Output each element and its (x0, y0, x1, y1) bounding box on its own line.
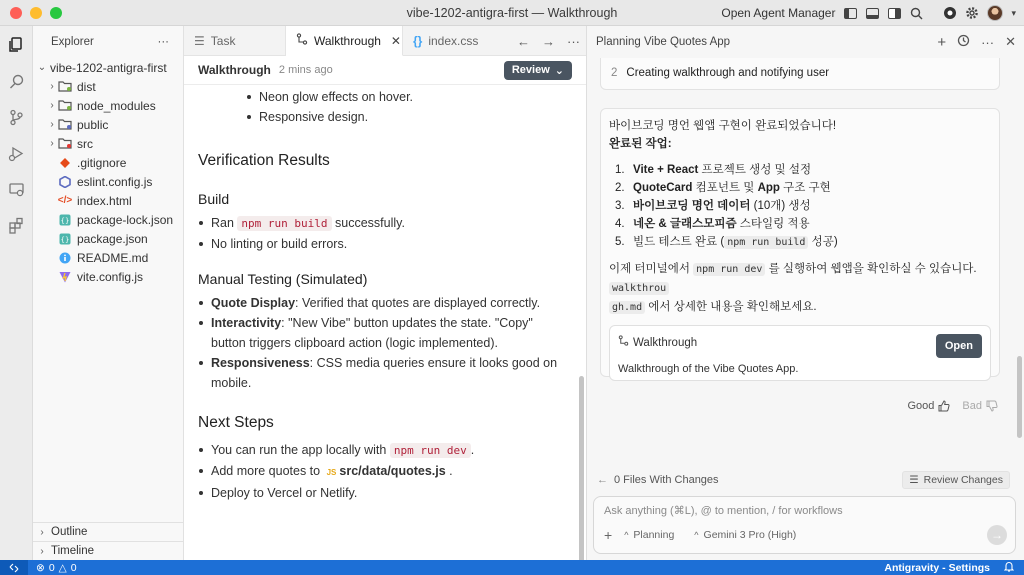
item-number: 5. (615, 236, 625, 248)
chevron-right-icon: › (50, 138, 54, 149)
heading-verification-results: Verification Results (198, 152, 330, 169)
add-context-icon[interactable]: + (604, 527, 613, 543)
close-panel-icon[interactable]: ✕ (1005, 34, 1016, 49)
remote-explorer-icon[interactable] (7, 180, 25, 198)
timeline-label: Timeline (51, 545, 95, 557)
text: 빌드 테스트 완료 ( (633, 236, 725, 248)
git-icon (57, 156, 73, 170)
walkthrough-card-description: Walkthrough of the Vibe Quotes App. (618, 363, 799, 375)
step-label: Creating walkthrough and notifying user (626, 67, 830, 79)
tree-item-label: src (77, 136, 93, 151)
run-debug-icon[interactable] (7, 144, 25, 162)
text: . (470, 443, 475, 457)
problems-indicator[interactable] (36, 562, 77, 574)
tree-item-node-modules[interactable] (33, 96, 183, 115)
heading-build: Build (198, 191, 230, 207)
agent-conversation-title: Planning Vibe Quotes App (596, 36, 731, 48)
thumbs-down-icon (986, 400, 998, 412)
tree-item-gitignore[interactable] (33, 153, 183, 172)
window-controls (10, 7, 62, 19)
walkthrough-icon (296, 33, 308, 48)
warning-icon: △ (58, 561, 67, 574)
outline-section[interactable] (33, 522, 183, 541)
chevron-up-icon: ^ (624, 530, 629, 540)
chevron-right-icon: › (50, 81, 54, 92)
inline-code: walkthrou (609, 282, 669, 295)
inline-code: npm run build (724, 236, 808, 249)
minimize-window-button[interactable] (30, 7, 42, 19)
search-activity-icon[interactable] (7, 72, 25, 90)
file-link[interactable]: src/data/quotes.js (339, 464, 446, 478)
text: (10개) 생성 (750, 200, 811, 212)
list-item: No linting or build errors. (198, 234, 562, 254)
agent-input-box (593, 496, 1016, 554)
chevron-right-icon: › (50, 100, 54, 111)
activity-bar (0, 26, 33, 560)
good-label: Good (907, 400, 935, 412)
bold-text: Vite + React (633, 164, 699, 176)
tree-item-label: index.html (77, 193, 132, 208)
project-root-label: vibe-1202-antigra-first (50, 60, 167, 75)
chevron-right-icon: › (50, 119, 54, 130)
list-item (198, 353, 562, 393)
remote-indicator-icon[interactable] (0, 560, 28, 575)
account-chevron-icon[interactable]: ▾ (1011, 7, 1016, 18)
tree-item-label: package.json (77, 231, 148, 246)
navigate-back-icon[interactable]: ← (517, 33, 530, 49)
heading-next-steps: Next Steps (198, 414, 274, 431)
tree-item-readme[interactable] (33, 248, 183, 267)
heading-manual-testing: Manual Testing (Simulated) (198, 271, 368, 287)
tab-label: Walkthrough (314, 33, 381, 48)
list-item: Responsive design. (246, 107, 562, 127)
agent-message-card (600, 108, 1000, 377)
tab-task[interactable] (184, 26, 286, 55)
text: . (449, 464, 453, 478)
folder-icon (57, 118, 73, 132)
status-bar (0, 560, 1024, 575)
list-item (609, 233, 991, 252)
history-icon[interactable] (957, 34, 970, 50)
inline-code: npm run dev (390, 443, 471, 458)
thumbs-up-icon (938, 400, 950, 412)
text: 컴포넌트 및 (692, 182, 758, 194)
item-number: 3. (615, 200, 625, 212)
text: Add more quotes to (211, 464, 321, 478)
list-item (198, 440, 562, 461)
folder-icon (57, 137, 73, 151)
bold-text: 바이브코딩 명언 데이터 (633, 200, 751, 212)
feedback-controls (908, 400, 999, 412)
tree-item-label: package-lock.json (77, 212, 174, 227)
outline-label: Outline (51, 526, 88, 538)
json-icon (57, 232, 73, 246)
search-icon[interactable] (909, 6, 923, 20)
tree-item-public[interactable] (33, 115, 183, 134)
text: : CSS media queries ensure it looks good on mobile. (211, 356, 558, 390)
editor-scrollbar[interactable] (579, 376, 584, 575)
list-item (198, 213, 562, 234)
step-number: 2 (611, 67, 618, 79)
good-feedback-button[interactable] (908, 400, 951, 412)
chevron-right-icon: › (40, 526, 44, 538)
text: 구조 구현 (779, 182, 831, 194)
review-button[interactable] (504, 61, 572, 80)
list-item (609, 215, 991, 233)
list-icon: ☰ (194, 33, 205, 48)
walkthrough-card-title: Walkthrough (633, 337, 698, 349)
editor-area (184, 26, 586, 560)
item-number: 4. (615, 218, 625, 230)
list-item (609, 197, 991, 215)
document-header (184, 56, 586, 85)
explorer-files-icon[interactable] (7, 36, 25, 54)
project-root-folder[interactable] (33, 58, 183, 77)
text: successfully. (335, 216, 405, 230)
model-label: Gemini 3 Pro (High) (703, 529, 797, 541)
chevron-right-icon: › (40, 545, 44, 557)
explorer-title: Explorer (51, 36, 94, 48)
toggle-secondary-sidebar-icon[interactable] (887, 6, 901, 20)
tab-index-css[interactable] (403, 26, 493, 55)
send-button[interactable]: → (987, 525, 1007, 545)
agent-scrollbar[interactable] (1017, 356, 1022, 438)
item-number: 2. (615, 182, 625, 194)
document-title: Walkthrough (198, 63, 271, 77)
toggle-panel-icon[interactable] (865, 6, 879, 20)
title-bar (0, 0, 1024, 26)
maximize-window-button[interactable] (50, 7, 62, 19)
agent-panel (586, 26, 1024, 560)
open-agent-manager-button[interactable]: Open Agent Manager (721, 6, 836, 20)
chevron-down-icon: ⌄ (37, 62, 47, 73)
text: 스타일링 적용 (736, 218, 810, 230)
new-conversation-icon[interactable]: + (937, 33, 947, 51)
js-file-icon: JS (326, 468, 337, 477)
message-paragraph (609, 260, 991, 317)
svg-text:{}: {} (60, 216, 70, 225)
svg-text:{}: {} (60, 235, 70, 244)
tree-item-dist[interactable] (33, 77, 183, 96)
text: 성공) (808, 236, 838, 248)
text: You can run the app locally with (211, 443, 387, 457)
error-icon: ⊗ (36, 561, 45, 574)
info-icon (57, 251, 73, 265)
tree-item-label: dist (77, 79, 96, 94)
list-item: Deploy to Vercel or Netlify. (198, 483, 562, 503)
bad-feedback-button[interactable] (962, 400, 998, 412)
list-item (609, 179, 991, 197)
tab-label: index.css (428, 33, 479, 48)
text: 이제 터미널에서 (609, 263, 694, 275)
editor-tabs (184, 26, 586, 56)
folder-icon (57, 80, 73, 94)
list-item (198, 293, 562, 313)
bold-text: Quote Display (211, 296, 296, 310)
navigate-forward-icon[interactable]: → (542, 33, 555, 49)
bold-text: App (757, 182, 780, 194)
tree-item-label: public (77, 117, 109, 132)
explorer-more-actions-button[interactable]: ··· (157, 36, 169, 48)
more-actions-icon[interactable]: ··· (567, 33, 580, 49)
document-timestamp: 2 mins ago (278, 64, 333, 76)
css-braces-icon: {} (413, 33, 423, 48)
inline-code: npm run dev (693, 263, 765, 276)
tree-item-label: .gitignore (77, 155, 127, 170)
completed-tasks-label: 완료된 작업: (609, 138, 672, 150)
list-item (198, 461, 562, 483)
chevron-up-icon: ^ (694, 530, 699, 540)
review-changes-label: Review Changes (923, 474, 1003, 486)
html-icon: </> (57, 195, 73, 206)
bold-text: Interactivity (211, 316, 282, 330)
text: 프로젝트 생성 및 설정 (698, 164, 812, 176)
text: : "New Vibe" button updates the state. "Copy" button triggers clipboard action (logic implemented). (211, 316, 533, 350)
inline-code: gh.md (609, 301, 645, 314)
tree-item-label: README.md (77, 250, 149, 265)
close-window-button[interactable] (10, 7, 22, 19)
arrow-left-icon[interactable]: ← (597, 474, 608, 486)
agent-chat-input[interactable] (604, 505, 984, 517)
tree-item-label: eslint.config.js (77, 174, 153, 189)
toggle-primary-sidebar-icon[interactable] (843, 6, 857, 20)
text: 에서 상세한 내용을 확인해보세요. (645, 301, 817, 313)
error-count: 0 (48, 561, 55, 574)
tab-walkthrough[interactable] (286, 26, 403, 56)
files-with-changes-label[interactable]: 0 Files With Changes (614, 474, 719, 486)
timeline-section[interactable] (33, 541, 183, 560)
list-item: Neon glow effects on hover. (246, 87, 562, 107)
tree-item-src[interactable] (33, 134, 183, 153)
tree-item-package-lock[interactable] (33, 210, 183, 229)
window-title: vibe-1202-antigra-first — Walkthrough (406, 5, 618, 20)
close-tab-icon[interactable]: ✕ (390, 33, 401, 48)
list-item (609, 161, 991, 179)
item-number: 1. (615, 164, 625, 176)
bold-text: 네온 & 글래스모피즘 (633, 218, 737, 230)
bad-label: Bad (962, 400, 982, 412)
bold-text: QuoteCard (633, 182, 693, 194)
inline-code: npm run build (237, 216, 331, 231)
vite-icon (57, 270, 73, 284)
bold-text: Responsiveness (211, 356, 310, 370)
walkthrough-artifact-card[interactable] (609, 325, 991, 381)
more-actions-icon[interactable]: ··· (981, 34, 995, 50)
model-selector[interactable] (694, 529, 796, 541)
list-icon: ☰ (909, 474, 919, 486)
text: : Verified that quotes are displayed correctly. (295, 296, 541, 310)
files-changes-bar (597, 470, 1010, 490)
mode-selector[interactable] (624, 529, 674, 541)
open-walkthrough-button[interactable]: Open (936, 334, 982, 358)
tree-item-label: node_modules (77, 98, 156, 113)
message-intro: 바이브코딩 명언 웹앱 구현이 완료되었습니다! (609, 120, 837, 132)
completed-tasks-list (609, 161, 991, 252)
text: 를 실행하여 웹앱을 확인하실 수 있습니다. (765, 263, 977, 275)
mode-label: Planning (633, 529, 675, 541)
tree-item-index-html[interactable] (33, 191, 183, 210)
list-item (198, 313, 562, 353)
walkthrough-document (184, 85, 576, 560)
chevron-down-icon: ⌄ (554, 64, 564, 77)
review-label: Review (511, 64, 550, 76)
text: Ran (211, 216, 234, 230)
extensions-icon[interactable] (7, 216, 25, 234)
warning-count: 0 (70, 561, 77, 574)
tree-item-eslint-config[interactable] (33, 172, 183, 191)
eslint-icon (57, 175, 73, 189)
tree-item-vite-config[interactable] (33, 267, 183, 286)
tab-label: Task (210, 33, 236, 48)
antigravity-settings-button[interactable]: Antigravity - Settings (884, 561, 990, 574)
tree-item-label: vite.config.js (77, 269, 144, 284)
review-changes-button[interactable] (902, 471, 1010, 489)
tree-item-package-json[interactable] (33, 229, 183, 248)
walkthrough-icon (618, 334, 629, 352)
notifications-bell-icon[interactable] (1004, 561, 1014, 575)
source-control-icon[interactable] (7, 108, 25, 126)
json-icon (57, 213, 73, 227)
step-card (600, 58, 1000, 90)
account-avatar[interactable] (987, 5, 1003, 21)
explorer-panel (33, 26, 184, 560)
settings-gear-icon[interactable] (965, 6, 979, 20)
folder-icon (57, 99, 73, 113)
browser-icon[interactable] (943, 6, 957, 20)
